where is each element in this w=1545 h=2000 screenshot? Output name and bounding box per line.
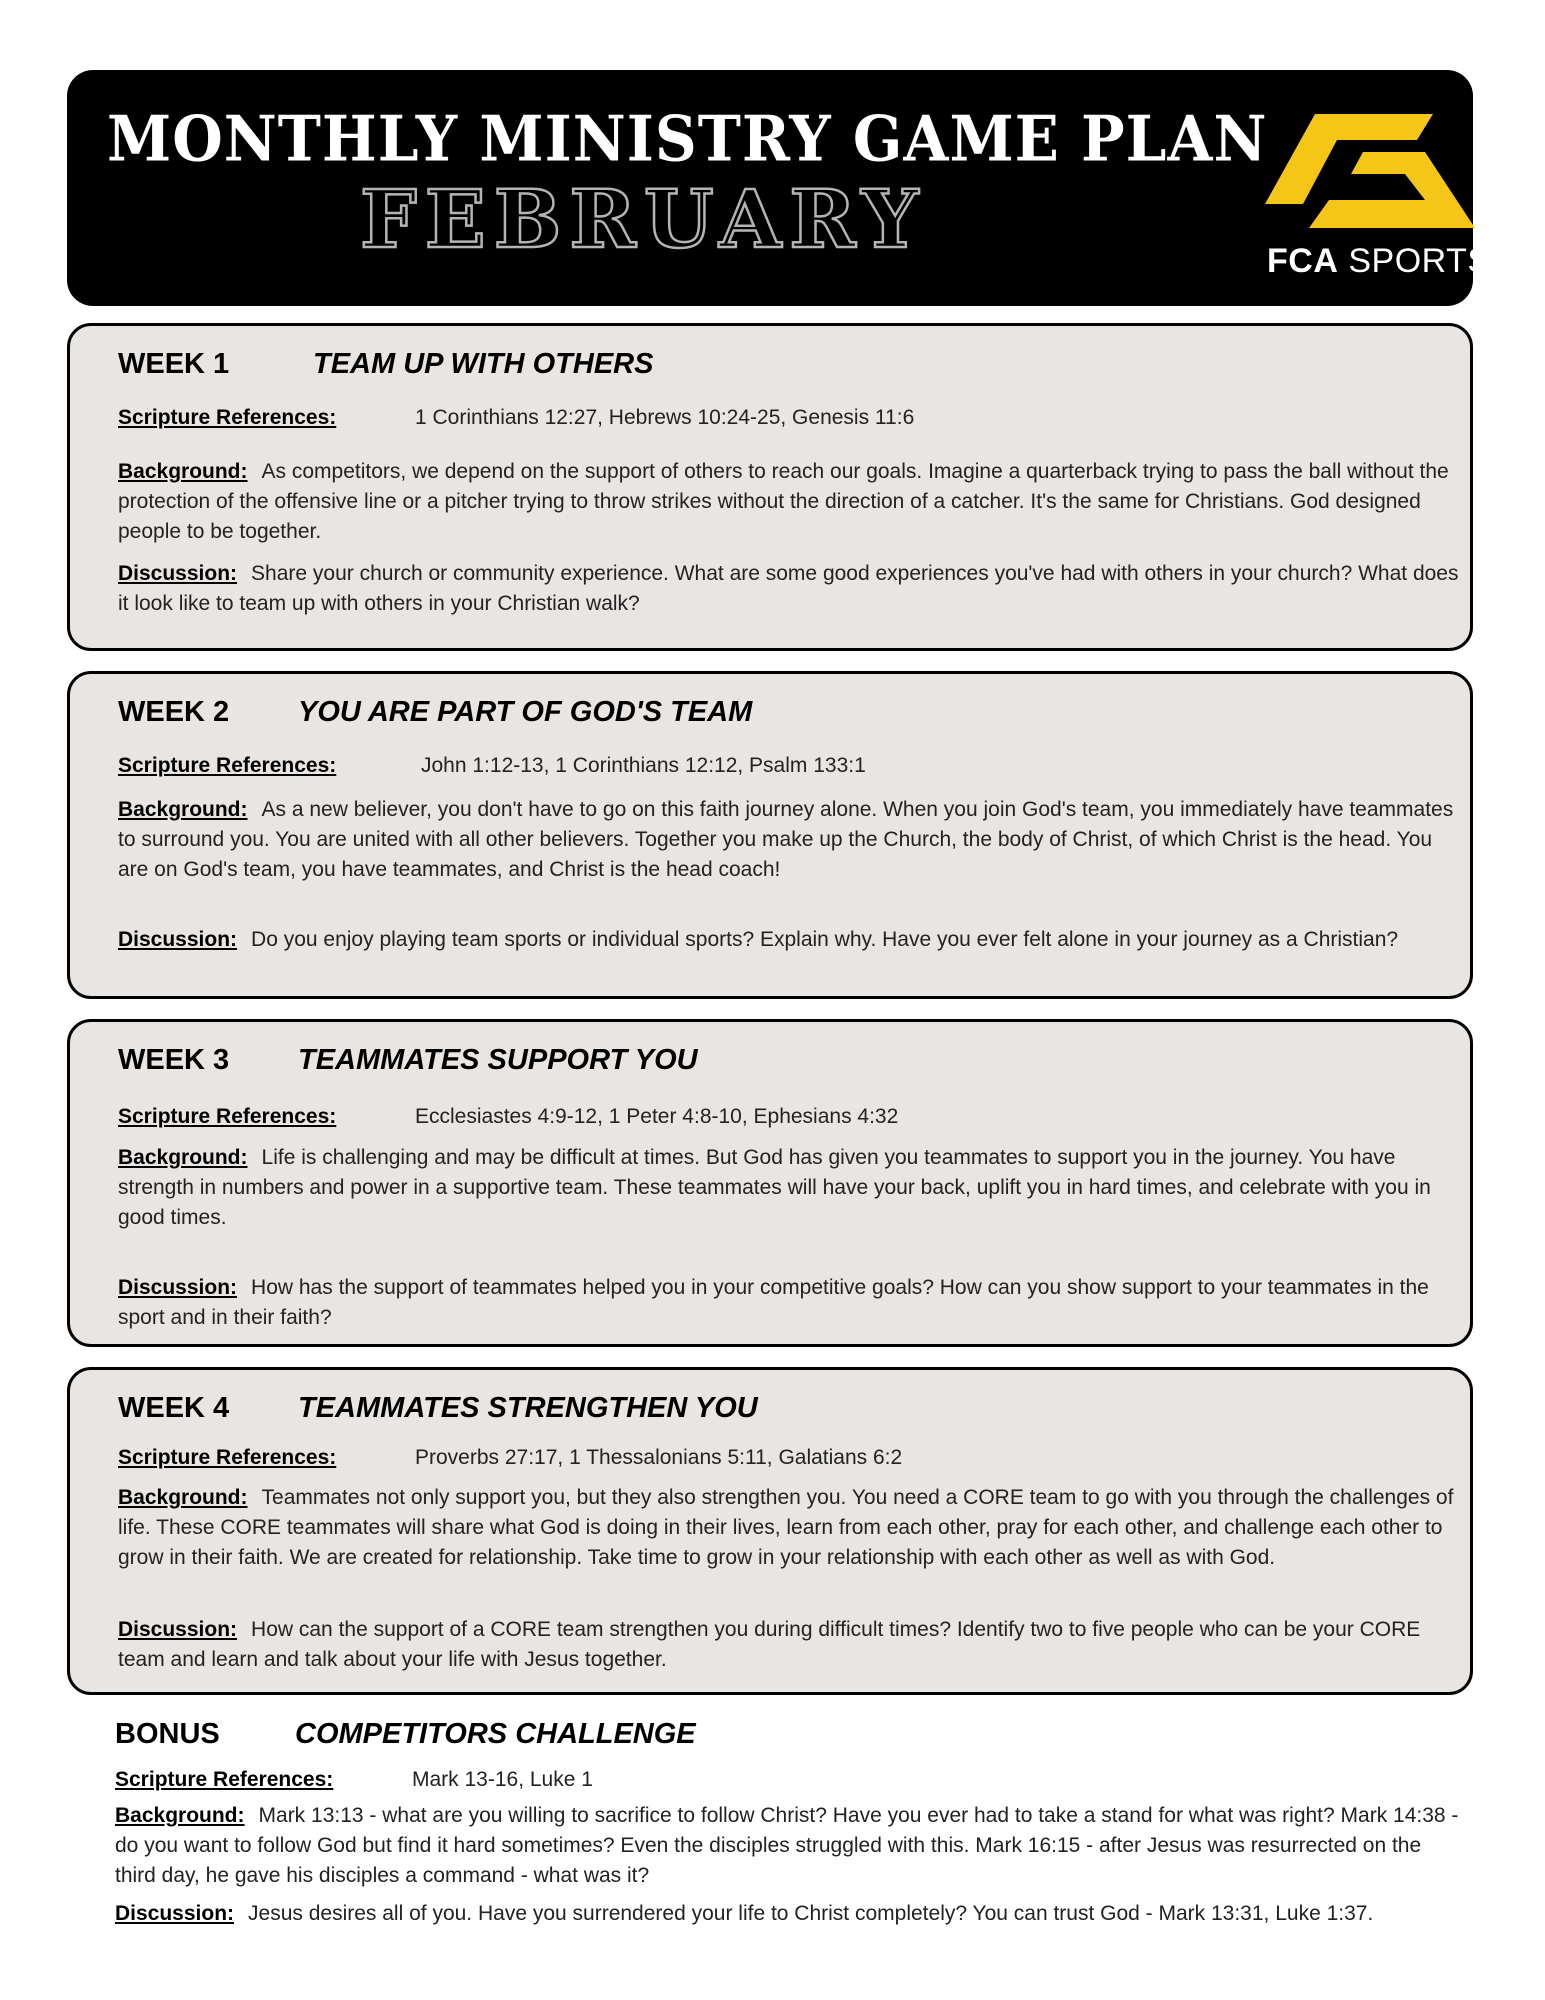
background-paragraph [118, 457, 1464, 547]
scripture-label: Scripture References: [118, 1105, 337, 1128]
background-paragraph [118, 795, 1464, 885]
scripture-references [118, 1102, 1464, 1132]
week-label: WEEK 2 [118, 696, 230, 728]
week-theme: TEAM UP WITH OTHERS [313, 348, 654, 380]
bonus-theme: COMPETITORS CHALLENGE [295, 1718, 696, 1750]
week-theme: TEAMMATES STRENGTHEN YOU [298, 1392, 758, 1424]
discussion-paragraph [118, 925, 1464, 955]
discussion-paragraph [118, 1273, 1464, 1333]
scripture-label: Scripture References: [118, 754, 337, 777]
background-label: Background: [118, 460, 248, 483]
background-label: Background: [118, 1146, 248, 1169]
scripture-references [115, 1765, 1467, 1795]
discussion-paragraph [118, 1615, 1464, 1675]
week-1-card [67, 323, 1473, 651]
week-label: WEEK 1 [118, 348, 230, 380]
week-theme: YOU ARE PART OF GOD'S TEAM [298, 696, 753, 728]
logo-text: FCA SPORTS [1267, 242, 1491, 280]
discussion-text: Jesus desires all of you. Have you surrendered your life to Christ completely? You can trust God - Mark 13:31, Luke 1:37. [248, 1902, 1374, 1925]
background-text: Teammates not only support you, but they also strengthen you. You need a CORE team to go with you through the challenges of life. These CORE teammates will share what God is doing in their lives, learn from each other, pray for each other, and challenge each other to grow in their faith. We are created for relationship. Take time to grow in your relationship with each other as well as with God. [118, 1486, 1454, 1569]
scripture-label: Scripture References: [118, 406, 337, 429]
discussion-label: Discussion: [115, 1902, 235, 1925]
week-label: WEEK 3 [118, 1044, 230, 1076]
background-paragraph [118, 1143, 1464, 1233]
background-text: As competitors, we depend on the support of others to reach our goals. Imagine a quarterback trying to pass the ball without the protection of the offensive line or a pitcher trying to throw strikes without the direction of a catcher. It's the same for Christians. God designed people to be together. [118, 460, 1449, 543]
page-title: MONTHLY MINISTRY GAME PLAN [107, 102, 1268, 176]
scripture-value: Mark 13-16, Luke 1 [412, 1768, 593, 1791]
week-2-card [67, 671, 1473, 999]
background-paragraph [118, 1483, 1464, 1573]
scripture-references [118, 1443, 1464, 1473]
discussion-text: How has the support of teammates helped you in your competitive goals? How can you show support to your teammates in the sport and in their faith? [118, 1276, 1429, 1329]
discussion-label: Discussion: [118, 562, 238, 585]
discussion-label: Discussion: [118, 1618, 238, 1641]
background-text: Mark 13:13 - what are you willing to sacrifice to follow Christ? Have you ever had to take a stand for what was right? Mark 14:38 - do you want to follow God but find it hard sometimes? Even the disciples struggled with this. Mark 16:15 - after Jesus was resurrected on the third day, he gave his disciples a command - what was it? [115, 1804, 1459, 1887]
scripture-references [118, 403, 1464, 433]
background-label: Background: [118, 798, 248, 821]
scripture-value: John 1:12-13, 1 Corinthians 12:12, Psalm 133:1 [421, 754, 866, 777]
week-label: WEEK 4 [118, 1392, 230, 1424]
background-text: As a new believer, you don't have to go on this faith journey alone. When you join God's team, you immediately have teammates to surround you. You are united with all other believers. Together you make up the Church, the body of Christ, of which Christ is the head. You are on God's team, you have teammates, and Christ is the head coach! [118, 798, 1454, 881]
background-text: Life is challenging and may be difficult at times. But God has given you teammates to support you in the journey. You have strength in numbers and power in a supportive team. These teammates will have your back, uplift you in hard times, and celebrate with you in good times. [118, 1146, 1431, 1229]
month-title: FEBRUARY [360, 172, 927, 266]
discussion-paragraph [115, 1899, 1467, 1929]
discussion-text: Do you enjoy playing team sports or individual sports? Explain why. Have you ever felt alone in your journey as a Christian? [251, 928, 1399, 951]
discussion-label: Discussion: [118, 928, 238, 951]
fca-logo-icon [1265, 114, 1475, 232]
discussion-text: Share your church or community experience. What are some good experiences you've had with others in your church? What does it look like to team up with others in your Christian walk? [118, 562, 1459, 615]
scripture-value: 1 Corinthians 12:27, Hebrews 10:24-25, Genesis 11:6 [415, 406, 915, 429]
background-label: Background: [115, 1804, 245, 1827]
scripture-value: Proverbs 27:17, 1 Thessalonians 5:11, Galatians 6:2 [415, 1446, 903, 1469]
scripture-value: Ecclesiastes 4:9-12, 1 Peter 4:8-10, Ephesians 4:32 [415, 1105, 899, 1128]
background-paragraph [115, 1801, 1467, 1891]
discussion-paragraph [118, 559, 1464, 619]
week-4-card [67, 1367, 1473, 1695]
header-banner [67, 70, 1491, 306]
scripture-label: Scripture References: [115, 1768, 334, 1791]
bonus-label: BONUS [115, 1718, 220, 1750]
discussion-text: How can the support of a CORE team strengthen you during difficult times? Identify two to five people who can be your CORE team and learn and talk about your life with Jesus together. [118, 1618, 1421, 1671]
week-theme: TEAMMATES SUPPORT YOU [298, 1044, 698, 1076]
scripture-label: Scripture References: [118, 1446, 337, 1469]
week-3-card [67, 1019, 1473, 1347]
bonus-section [67, 1708, 1473, 1968]
background-label: Background: [118, 1486, 248, 1509]
fca-sports-logo [1187, 114, 1491, 304]
scripture-references [118, 751, 1464, 781]
discussion-label: Discussion: [118, 1276, 238, 1299]
